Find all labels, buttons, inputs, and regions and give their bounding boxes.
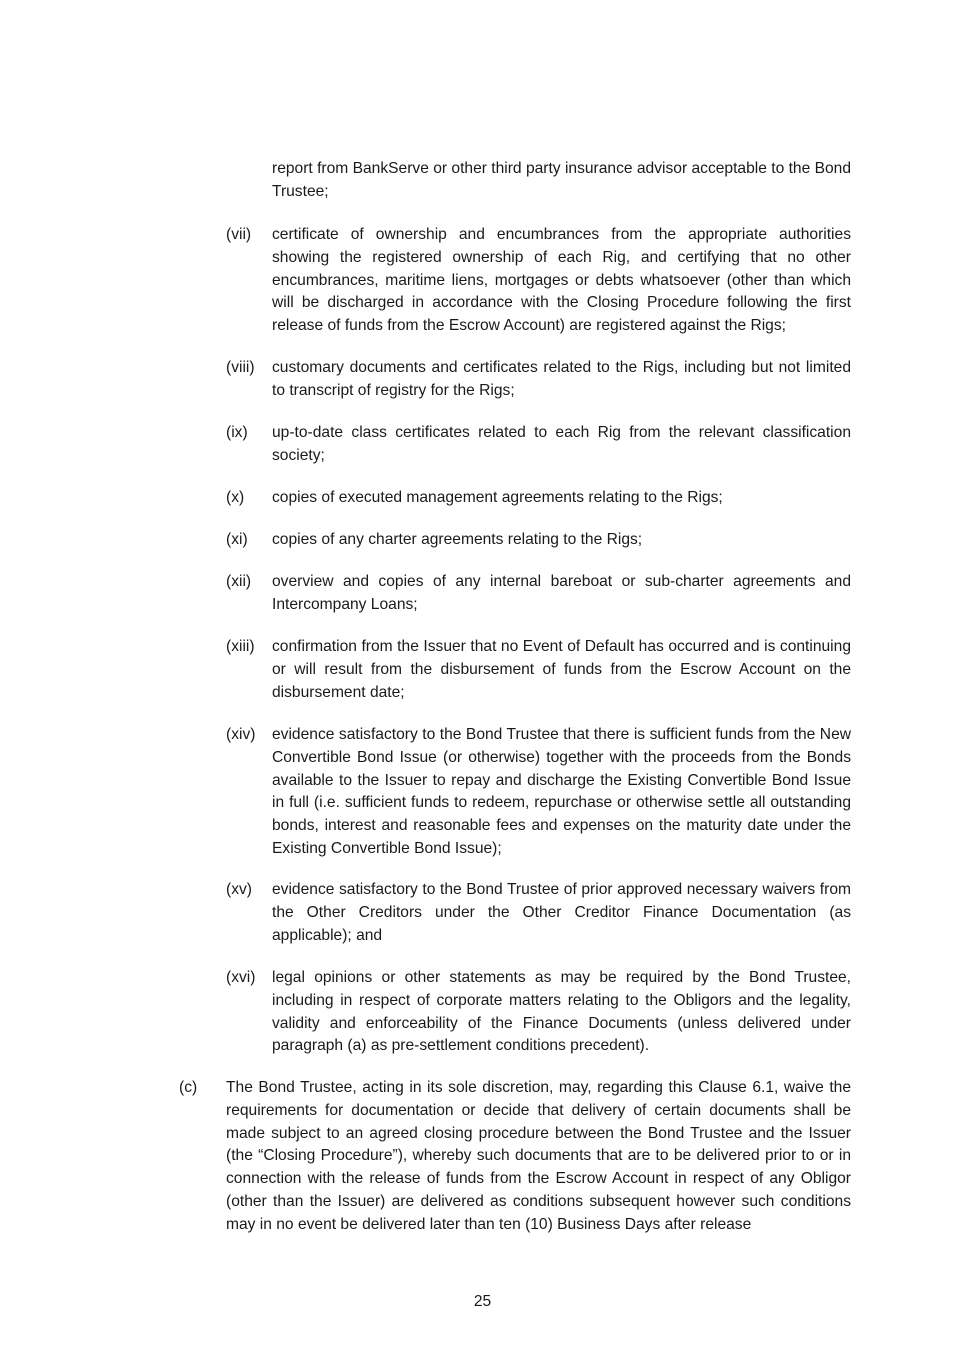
paragraph-number: (c) [179,1079,198,1096]
item-text: evidence satisfactory to the Bond Trustee of prior approved necessary waivers from the Other Creditors under the Other Creditor Finance Documentation (as applicable); and [272,881,851,944]
item-number: (xv) [226,881,252,898]
item-number: (viii) [226,359,255,376]
item-number: (xii) [226,573,252,590]
item-text: copies of executed management agreements relating to the Rigs; [272,489,723,506]
item-text: confirmation from the Issuer that no Event of Default has occurred and is continuing or will result from the disbursement of funds from the Escrow Account on the disbursement date; [272,638,851,701]
item-number: (xvi) [226,969,256,986]
page-number: 25 [473,1293,492,1310]
item-text: overview and copies of any internal bareboat or sub-charter agreements and Intercompany Loans; [272,573,851,613]
item-number: (xi) [226,531,248,548]
item-number: (xiv) [226,726,256,743]
item-text: up-to-date class certificates related to each Rig from the relevant classification society; [272,424,851,464]
item-text: evidence satisfactory to the Bond Trustee that there is sufficient funds from the New Convertible Bond Issue (or otherwise) together with the proceeds from the Bonds available to the Issuer to repay and discharge the Existing Convertible Bond Issue in full (i.e. sufficient funds to redeem, repurchase or otherwise settle all outstanding bonds, interest and reasonable fees and expenses on the maturity date under the Existing Convertible Bond Issue); [272,726,851,857]
item-text: legal opinions or other statements as may be required by the Bond Trustee, including in respect of corporate matters relating to the Obligors and the legality, validity and enforceability of the Finance Documents (unless delivered under paragraph (a) as pre-settlement conditions precedent). [272,969,851,1055]
item-text: copies of any charter agreements relating to the Rigs; [272,531,643,548]
item-number: (vii) [226,226,252,243]
item-number: (x) [226,489,245,506]
continuation-paragraph: report from BankServe or other third party insurance advisor acceptable to the Bond Trustee; [272,160,852,200]
paragraph-text: The Bond Trustee, acting in its sole discretion, may, regarding this Clause 6.1, waive the requirements for documentation or decide that delivery of certain documents shall be made subject to an agreed closing procedure between the Bond Trustee and the Issuer (the “Closing Procedure”), whereby such documents that are to be delivered prior to or in connection with the release of funds from the Escrow Account in respect of any Obligor (other than the Issuer) are delivered as conditions subsequent however such conditions may in no event be delivered later than ten (10) Business Days after release [226,1079,851,1233]
item-number: (xiii) [226,638,255,655]
item-number: (ix) [226,424,248,441]
item-text: certificate of ownership and encumbrances from the appropriate authorities showing the registered ownership of each Rig, and certifying that no other encumbrances, maritime liens, mortgages or debts whatsoever (other than which will be discharged in accordance with the Closing Procedure following the first release of funds from the Escrow Account) are registered against the Rigs; [272,226,851,335]
item-text: customary documents and certificates related to the Rigs, including but not limited to transcript of registry for the Rigs; [272,359,851,399]
